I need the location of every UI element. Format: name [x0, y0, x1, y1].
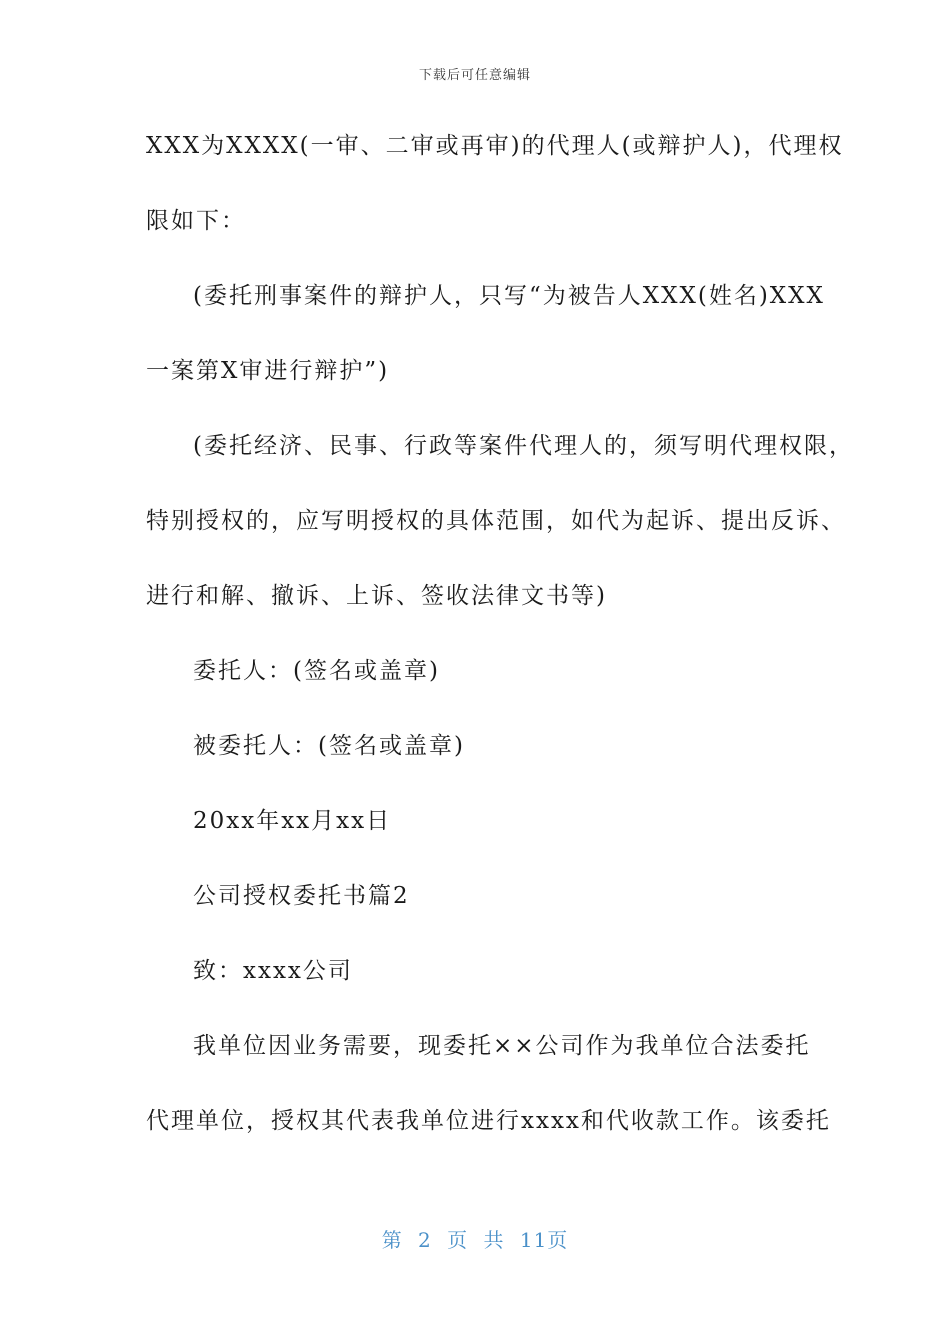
- paragraph-line: 一案第X审进行辩护”): [146, 358, 390, 384]
- page-number: 第 2 页 共 11页: [381, 1228, 569, 1252]
- signature-principal-line: 委托人：(签名或盖章): [193, 658, 440, 684]
- page-header-note: 下载后可任意编辑: [418, 68, 531, 83]
- paragraph-line: 我单位因业务需要，现委托××公司作为我单位合法委托: [193, 1033, 811, 1059]
- date-line: 20xx年xx月xx日: [193, 808, 392, 834]
- signature-agent-line: 被委托人：(签名或盖章): [193, 733, 465, 759]
- paragraph-line: (委托经济、民事、行政等案件代理人的，须写明代理权限，: [193, 433, 854, 459]
- paragraph-line: 限如下：: [146, 208, 246, 234]
- paragraph-line: 进行和解、撤诉、上诉、签收法律文书等): [146, 583, 607, 609]
- paragraph-line: (委托刑事案件的辩护人，只写“为被告人XXX(姓名)XXX: [193, 283, 825, 309]
- addressee-line: 致：xxxx公司: [193, 958, 353, 984]
- paragraph-line: XXX为XXXX(一审、二审或再审)的代理人(或辩护人)，代理权: [146, 133, 844, 159]
- section-title: 公司授权委托书篇2: [193, 883, 410, 909]
- paragraph-line: 特别授权的，应写明授权的具体范围，如代为起诉、提出反诉、: [146, 508, 846, 534]
- paragraph-line: 代理单位，授权其代表我单位进行xxxx和代收款工作。该委托: [146, 1108, 831, 1134]
